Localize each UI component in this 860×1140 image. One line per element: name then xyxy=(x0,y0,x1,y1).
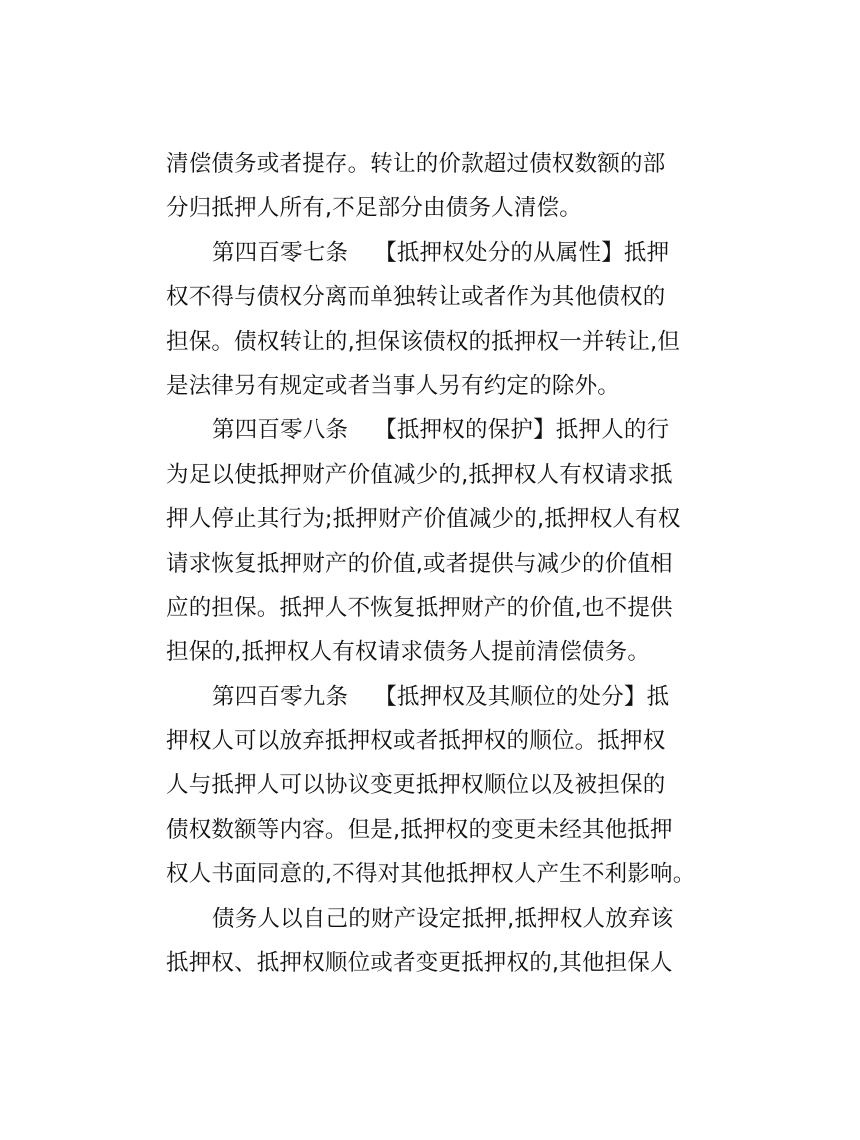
text-line: 债务人以自己的财产设定抵押,抵押权人放弃该 xyxy=(212,905,674,932)
text-line: 应的担保。抵押人不恢复抵押财产的价值,也不提供 xyxy=(166,594,673,621)
text-line: 请求恢复抵押财产的价值,或者提供与减少的价值相 xyxy=(166,550,673,577)
article-text: 【抵押权处分的从属性】抵押 xyxy=(374,239,670,266)
text-line: 押人停止其行为;抵押财产价值减少的,抵押权人有权 xyxy=(166,506,681,533)
text-line: 押权人可以放弃抵押权或者抵押权的顺位。抵押权 xyxy=(166,728,666,755)
article-line xyxy=(166,408,696,452)
article-line xyxy=(166,675,696,719)
article-number: 第四百零九条 xyxy=(212,683,349,710)
text-line: 抵押权、抵押权顺位或者变更抵押权的,其他担保人 xyxy=(166,950,673,977)
text-line: 权人书面同意的,不得对其他抵押权人产生不利影响。 xyxy=(166,861,696,888)
article-line xyxy=(166,231,696,275)
article-number: 第四百零七条 xyxy=(212,239,349,266)
text-line: 分归抵押人所有,不足部分由债务人清偿。 xyxy=(166,195,582,222)
text-line: 权不得与债权分离而单独转让或者作为其他债权的 xyxy=(166,284,666,311)
text-line: 债权数额等内容。但是,抵押权的变更未经其他抵押 xyxy=(166,816,673,843)
text-line: 担保。债权转让的,担保该债权的抵押权一并转让,但 xyxy=(166,328,681,355)
article-number: 第四百零八条 xyxy=(212,417,349,444)
article-text: 【抵押权及其顺位的处分】抵 xyxy=(374,683,670,710)
text-line: 为足以使抵押财产价值减少的,抵押权人有权请求抵 xyxy=(166,461,673,488)
article-text: 【抵押权的保护】抵押人的行 xyxy=(374,417,670,444)
text-line: 清偿债务或者提存。转让的价款超过债权数额的部 xyxy=(166,151,666,177)
text-line: 担保的,抵押权人有权请求债务人提前清偿债务。 xyxy=(166,639,651,666)
document-body xyxy=(166,142,696,985)
text-line: 人与抵押人可以协议变更抵押权顺位以及被担保的 xyxy=(166,772,666,799)
text-line: 是法律另有规定或者当事人另有约定的除外。 xyxy=(166,372,621,399)
